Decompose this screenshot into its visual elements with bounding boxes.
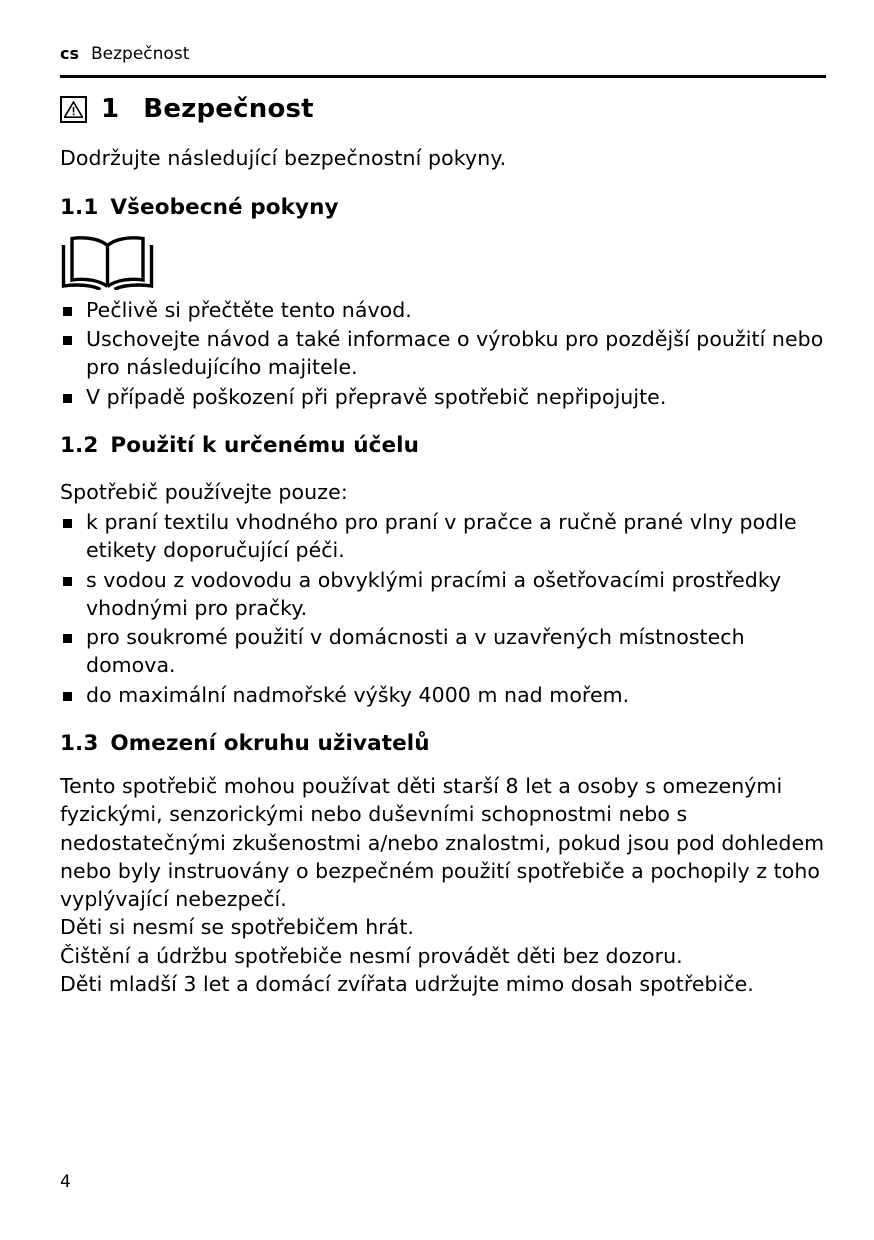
bullet-list-1-2 xyxy=(60,508,826,709)
section-heading-1-2 xyxy=(60,433,826,458)
bullet-list-1-1 xyxy=(60,296,826,411)
section-heading-1-1 xyxy=(60,195,826,220)
paragraph: Děti si nesmí se spotřebičem hrát. xyxy=(60,915,414,940)
section-intro-1-2: Spotřebič používejte pouze: xyxy=(60,479,348,504)
paragraph: Tento spotřebič mohou používat děti starší 8 let a osoby s omezenými fyzickými, senzorickými nebo duševními schopnostmi nebo s nedostatečnými zkušenostmi a/nebo znalostmi, pokud jsou pod dohledem nebo byly instruovány o bezpečném použití spotřebiče a pochopily z toho vyplývající nebezpečí. xyxy=(60,774,825,912)
open-book-icon xyxy=(60,234,156,290)
page-number: 4 xyxy=(60,1172,71,1192)
section-heading-1-3 xyxy=(60,731,826,756)
list-item: pro soukromé použití v domácnosti a v uzavřených místnostech domova. xyxy=(60,623,826,680)
section-number-1-3: 1.3 xyxy=(60,731,99,757)
section-body-1-3 xyxy=(60,772,826,998)
section-title-1-3: Omezení okruhu uživatelů xyxy=(110,731,430,757)
list-item: s vodou z vodovodu a obvyklými pracími a ošetřovacími prostředky vhodnými pro pračky. xyxy=(60,566,826,623)
warning-triangle-icon xyxy=(60,96,87,123)
section-number-1-1: 1.1 xyxy=(60,194,99,220)
section-title-1-2: Použití k určenému účelu xyxy=(110,432,420,458)
chapter-number: 1 xyxy=(101,94,120,125)
header-divider xyxy=(60,75,826,78)
list-item: Uschovejte návod a také informace o výrobku pro pozdější použití nebo pro následujícího majitele. xyxy=(60,325,826,382)
running-header xyxy=(60,44,826,64)
paragraph: Čištění a údržbu spotřebiče nesmí provádět děti bez dozoru. xyxy=(60,943,683,968)
list-item: k praní textilu vhodného pro praní v pračce a ručně prané vlny podle etikety doporučující péči. xyxy=(60,508,826,565)
list-item: do maximální nadmořské výšky 4000 m nad mořem. xyxy=(60,681,826,709)
chapter-intro: Dodržujte následující bezpečnostní pokyny. xyxy=(60,146,507,171)
chapter-title: Bezpečnost xyxy=(143,94,314,125)
paragraph: Děti mladší 3 let a domácí zvířata udržujte mimo dosah spotřebiče. xyxy=(60,972,754,997)
list-item: V případě poškození při přepravě spotřebič nepřipojujte. xyxy=(60,383,826,411)
language-code: cs xyxy=(60,44,80,63)
running-header-title: Bezpečnost xyxy=(91,44,190,64)
section-number-1-2: 1.2 xyxy=(60,432,99,458)
page-content xyxy=(60,44,826,998)
section-title-1-1: Všeobecné pokyny xyxy=(110,194,339,220)
chapter-heading xyxy=(60,94,826,124)
list-item: Pečlivě si přečtěte tento návod. xyxy=(60,296,826,324)
